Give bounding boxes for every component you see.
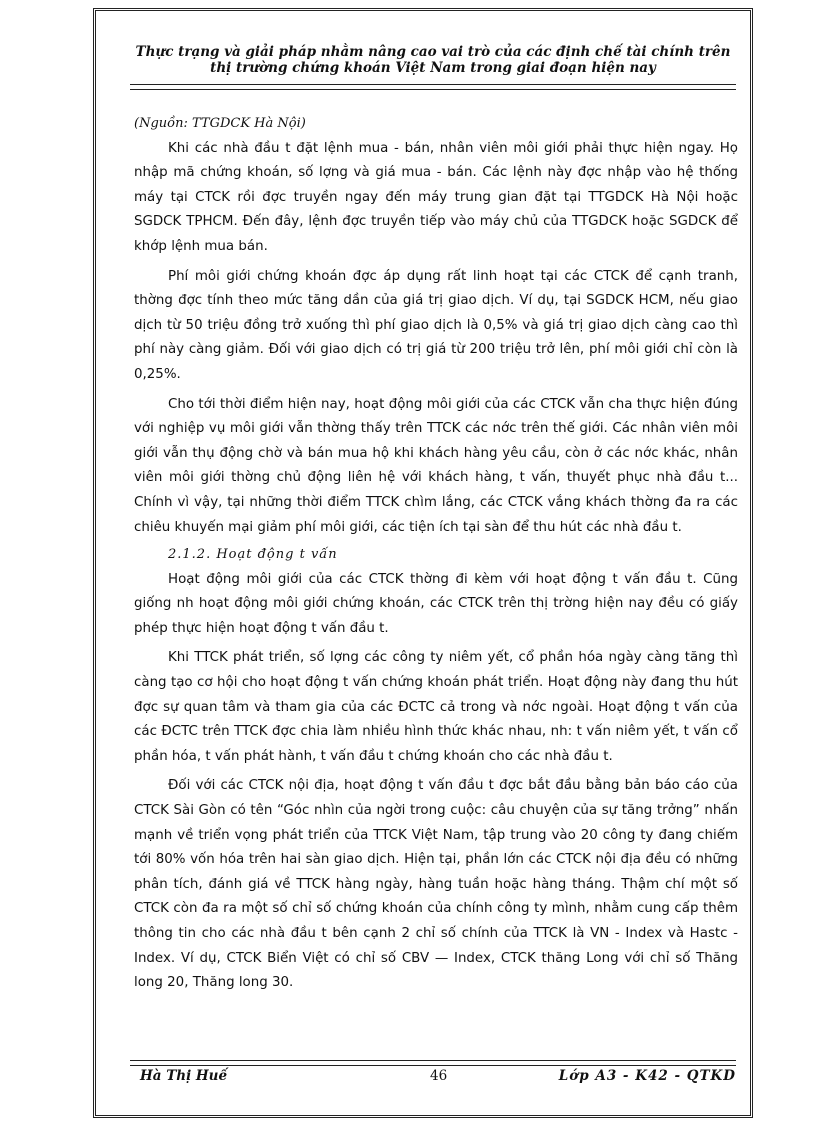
paragraph-4: Hoạt động môi giới của các CTCK thờng đi kèm với hoạt động t vấn đầu t. Cũng giống nh hoạt động môi giới chứng khoán, các CTCK trên thị trờng hiện nay đều có giấy phép thực hiện hoạt động t vấn đầu t. [134,571,738,636]
paragraph-2: Phí môi giới chứng khoán đợc áp dụng rất linh hoạt tại các CTCK để cạnh tranh, thờng đợc tính theo mức tăng dần của giá trị giao dịch. Ví dụ, tại SGDCK HCM, nếu giao dịch từ 50 triệu đồng trở xuống thì phí giao dịch là 0,5% và giá trị giao dịch càng cao thì phí này càng giảm. Đối với giao dịch có trị giá từ 200 triệu trở lên, phí môi giới chỉ còn là 0,25%. [134,268,738,382]
running-header [130,44,736,76]
footer-author: Hà Thị Huế [140,1068,228,1084]
page-number: 46 [430,1068,448,1084]
paragraph-3: Cho tới thời điểm hiện nay, hoạt động môi giới của các CTCK vẫn cha thực hiện đúng với nghiệp vụ môi giới vẫn thờng thấy trên TTCK các nớc trên thế giới. Các nhân viên môi giới vẫn thụ động chờ và bán mua hộ khi khách hàng yêu cầu, còn ở các nớc khác, nhân viên môi giới thờng chủ động liên hệ với khách hàng, t vấn, thuyết phục nhà đầu t... Chính vì vậy, tại những thời điểm TTCK chìm lắng, các CTCK vắng khách thờng đa ra các chiêu khuyến mại giảm phí môi giới, các tiện ích tại sàn để thu hút các nhà đầu t. [134,396,738,535]
section-heading: 2.1.2. Hoạt động t vấn [168,547,338,563]
header-rule [130,84,736,90]
paragraph-6: Đối với các CTCK nội địa, hoạt động t vấn đầu t đợc bắt đầu bằng bản báo cáo của CTCK Sài Gòn có tên “Góc nhìn của ngời trong cuộc: câu chuyện của sự tăng trởng” nhấn mạnh về triển vọng phát triển của TTCK Việt Nam, tập trung vào 20 công ty đang chiếm tới 80% vốn hóa trên hai sàn giao dịch. Hiện tại, phần lớn các CTCK nội địa đều có những phân tích, đánh giá về TTCK hàng ngày, hàng tuần hoặc hàng tháng. Thậm chí một số CTCK còn đa ra một số chỉ số chứng khoán của chính công ty mình, nhằm cung cấp thêm thông tin cho các nhà đầu t bên cạnh 2 chỉ số chính của TTCK là VN - Index và Hastc - Index. Ví dụ, CTCK Biển Việt có chỉ số CBV — Index, CTCK thăng Long với chỉ số Thăng long 20, Thăng long 30. [134,778,738,991]
paragraph-1: Khi các nhà đầu t đặt lệnh mua - bán, nhân viên môi giới phải thực hiện ngay. Họ nhập mã chứng khoán, số lợng và giá mua - bán. Các lệnh này đợc nhập vào hệ thống máy tại CTCK rồi đợc truyền ngay đến máy trung gian đặt tại TTGDCK Hà Nội hoặc SGDCK TPHCM. Đến đây, lệnh đợc truyền tiếp vào máy chủ của TTGDCK hoặc SGDCK để khớp lệnh mua bán. [134,140,738,254]
footer-rule [130,1060,736,1066]
header-line-2: thị trường chứng khoán Việt Nam trong giai đoạn hiện nay [210,60,656,76]
paragraph-5: Khi TTCK phát triển, số lợng các công ty niêm yết, cổ phần hóa ngày càng tăng thì càng tạo cơ hội cho hoạt động t vấn chứng khoán phát triển. Hoạt động này đang thu hút đợc sự quan tâm và tham gia của các ĐCTC cả trong và nớc ngoài. Hoạt động t vấn của các ĐCTC trên TTCK đợc chia làm nhiều hình thức khác nhau, nh: t vấn niêm yết, t vấn cổ phần hóa, t vấn phát hành, t vấn đầu t chứng khoán cho các nhà đầu t. [134,650,738,764]
footer-class: Lớp A3 - K42 - QTKD [558,1068,736,1084]
header-line-1: Thực trạng và giải pháp nhằm nâng cao vai trò của các định chế tài chính trên [135,44,731,60]
source-note: (Nguồn: TTGDCK Hà Nội) [134,116,306,131]
page-content [134,112,738,996]
